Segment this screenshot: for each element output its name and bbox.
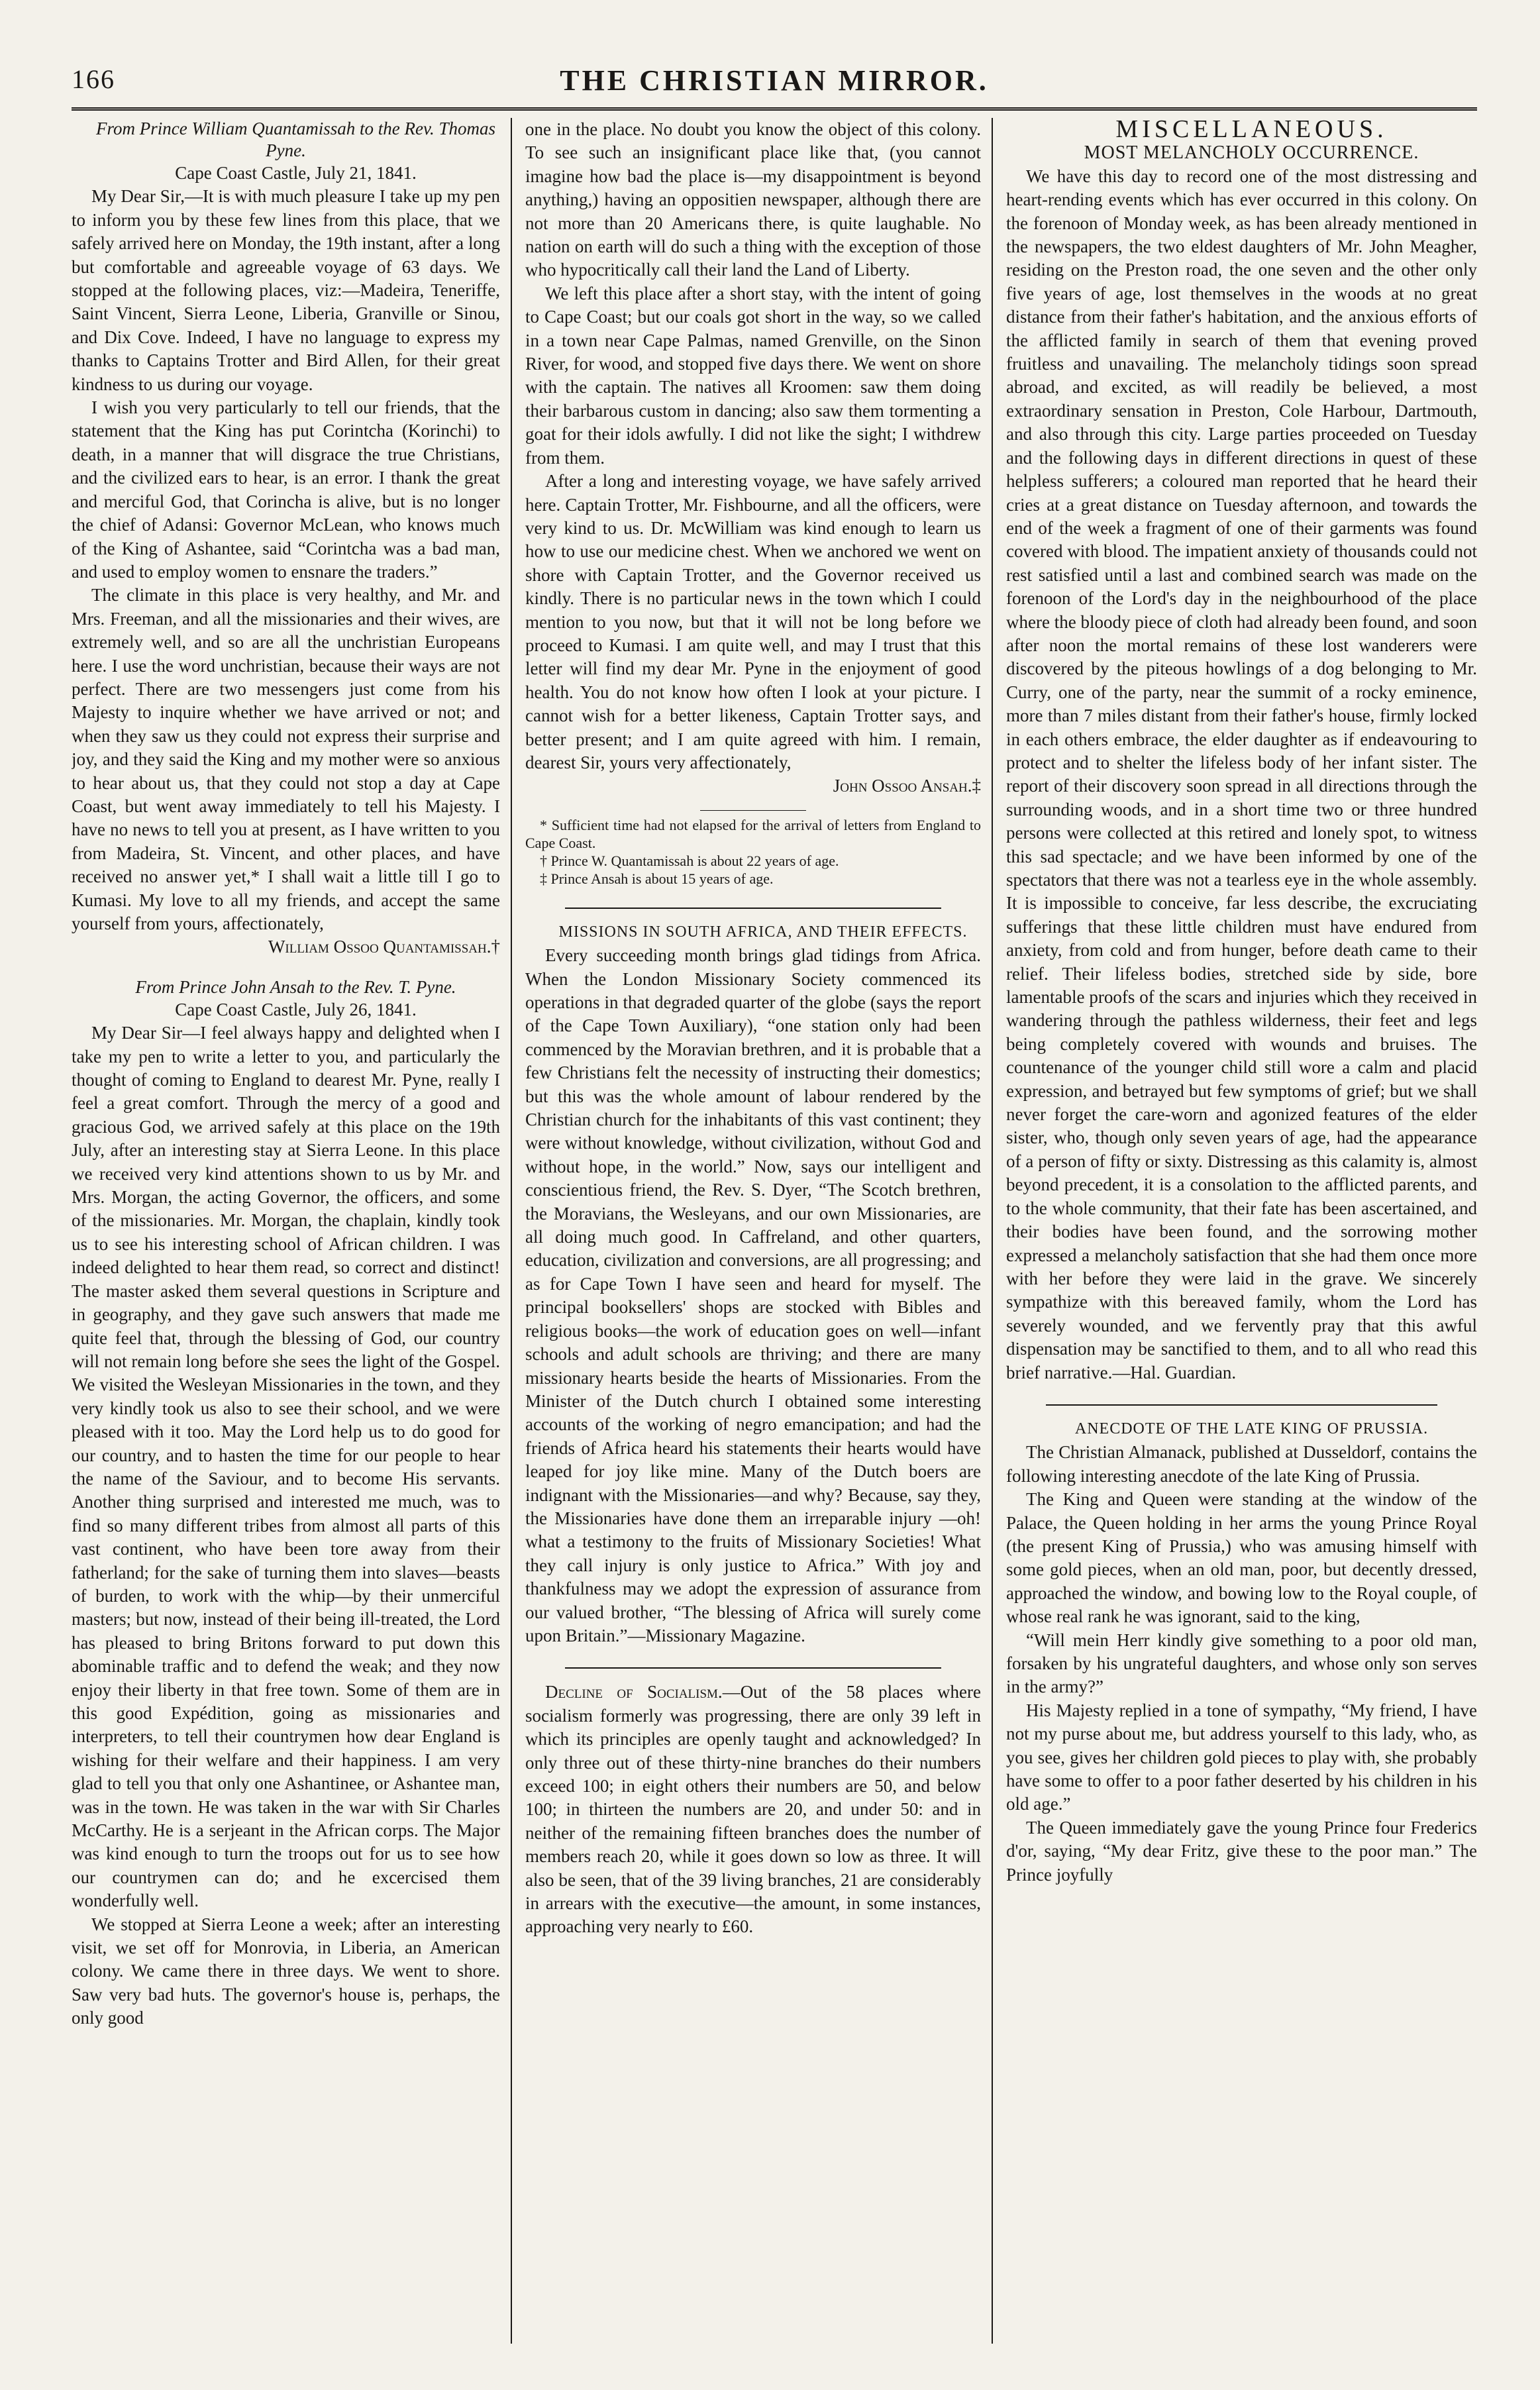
footnote: † Prince W. Quantamissah is about 22 years of age. [540,852,839,869]
spacer [72,959,500,976]
missions-paragraph: Every succeeding month brings glad tidings from Africa. When the London Missionary Society commenced its operations in that degraded quarter of the globe (says the report of the Cape Town Auxiliary), “one station only had been commenced by the Moravian brethren, and it is probable that a few Christians felt the necessity of instructing their domestics; but this was the whole amount of labour rendered by the Christian church for the inhabitants of this vast continent; they were without knowledge, without civilization, without God and without hope, in the world.” Now, says our intelligent and conscientious friend, the Rev. S. Dyer, “The Scotch brethren, the Moravians, the Wesleyans, and our own Missionaries, are all doing much good. In Caffreland, and other quarters, education, civilization and conversions, are all progressing; and as for Cape Town I have seen and heard for myself. The principal booksellers' shops are stocked with Bibles and religious books—the work of education goes on well—infant schools and adult schools are thriving; and there are many missionary hearts beside the hearts of Missionaries. From the Minister of the Dutch church I obtained some interesting accounts of the working of negro emancipation; and had the friends of Africa heard his statements their hearts would have leaped for joy like mine. Many of the Dutch boers are indignant with the Missionaries—and why? Because, say they, the Missionaries have done them an irreparable injury —oh! what a testimony to the fruits of Missionary Societies! What they call injury is only justice to Africa.” With joy and thankfulness may we adopt the expression of assurance from our valued brother, “The blessing of Africa will surely come upon Britain.”—Missionary Magazine. [525,945,981,1645]
article-separator [565,1667,941,1669]
footnotes [525,810,981,888]
footnote-rule [700,810,806,811]
socialism-lead: Decline of Socialism. [545,1682,723,1702]
column-left [72,118,512,2344]
story2-paragraph: The Queen immediately gave the young Prince four Frederics d'or, saying, “My dear Fritz, give these to the poor man.” The Prince joyfully [1006,1817,1477,1885]
letter1-paragraph: I wish you very particularly to tell our friends, that the statement that the King has put Corintcha (Korinchi) to death, in a manner that will disgrace the true Christians, and the civilized ears to hear, is an error. I thank the great and merciful God, that Corincha is alive, but is no longer the chief of Adansi: Governor McLean, who knows much of the King of Ashantee, said “Corintcha was a bad man, and used to employ women to ensnare the traders.” [72,397,500,582]
letter1-paragraph: My Dear Sir,—It is with much pleasure I take up my pen to inform you by these few lines from this place, that we safely arrived here on Monday, the 19th instant, after a long but comfortable and agreeable voyage of 63 days. We stopped at the following places, viz:—Madeira, Teneriffe, Saint Vincent, Sierra Leone, Liberia, Granville or Sinou, and Dix Cove. Indeed, I have no language to express my thanks to Captains Trotter and Bird Allen, for their great kindness to us during our voyage. [72,186,500,394]
masthead [72,64,1477,103]
section-title: MISCELLANEOUS. [1115,118,1388,143]
letter2-heading: From Prince John Ansah to the Rev. T. Pyne. [135,976,456,997]
story2-title: ANECDOTE OF THE LATE KING OF PRUSSIA. [1074,1420,1429,1437]
letter2-continuation: one in the place. No doubt you know the object of this colony. To see such an insignificant place like that, (you cannot imagine how bad the place is—my disappointment is beyond anything,) having an oppositien newspaper, although there are not more than 20 Americans there, is quite laughable. No nation on earth will do such a thing with the exception of those who hypocritically call their land the Land of Liberty. [525,119,981,280]
masthead-rule [72,107,1477,111]
letter1-dateline: Cape Coast Castle, July 21, 1841. [175,163,417,183]
columns [72,118,1477,2344]
story2-paragraph: The King and Queen were standing at the window of the Palace, the Queen holding in her arms the young Prince Royal (the present King of Prussia,) who was amusing himself with some gold pieces, when an old man, poor, but decently dressed, approached the window, and bowing low to the Royal couple, of whose real rank he was ignorant, said to the king, [1006,1489,1477,1627]
letter2-signature: John Ossoo Ansah.‡ [833,776,981,796]
story2-paragraph: “Will mein Herr kindly give something to a poor old man, forsaken by his ungrateful daughters, and whose only son serves in the army?” [1006,1630,1477,1697]
letter1-paragraph: The climate in this place is very healthy, and Mr. and Mrs. Freeman, and all the missionaries and their wives, are extremely well, and so are all the unchristian Europeans here. I use the word unchristian, because their ways are not perfect. There are two messengers just come from his Majesty to inquire whether we have arrived or not; and when they saw us they could not express their surprise and joy, and they said the King and my mother were so anxious to hear about us, that they could not stop a day at Cape Coast, but went away immediately to tell his Majesty. I have no news to tell you at present, as I have written to you from Madeira, St. Vincent, and other places, and have received no answer yet,* I shall wait a little till I go to Kumasi. My love to all my friends, and accept the same yourself from yours, affectionately, [72,585,500,933]
letter2-dateline: Cape Coast Castle, July 26, 1841. [175,999,417,1019]
page-number: 166 [72,64,115,94]
letter2-continuation: After a long and interesting voyage, we have safely arrived here. Captain Trotter, Mr. Fishbourne, and all the officers, were very kind to us. Dr. McWilliam was kind enough to learn us how to use our medicine chest. When we anchored we went on shore with Captain Trotter, and the Governor received us kindly. There is no particular news in the town which I could mention to you now, but that it will not be long before we proceed to Kumasi. I am quite well, and may I trust that this letter will find my dear Mr. Pyne in the enjoyment of good health. You do not know how often I look at your picture. I cannot wish for a better likeness, Captain Trotter says, and better present; and I am quite agreed with him. I remain, dearest Sir, yours very affectionately, [525,471,981,772]
column-right [993,118,1477,2344]
letter2-paragraph: We stopped at Sierra Leone a week; after an interesting visit, we set off for Monrovia, in Liberia, an American colony. We came there in three days. We went to shore. Saw very bad huts. The governor's house is, perhaps, the only good [72,1914,500,2028]
story1-title: MOST MELANCHOLY OCCURRENCE. [1084,142,1419,164]
missions-title: MISSIONS IN SOUTH AFRICA, AND THEIR EFFECTS. [558,923,968,941]
journal-title: THE CHRISTIAN MIRROR. [560,64,989,97]
letter2-paragraph: My Dear Sir—I feel always happy and delighted when I take my pen to write a letter to you, and particularly the thought of coming to England to dearest Mr. Pyne, really I feel a great comfort. Through the mercy of a good and gracious God, we arrived safely at this place on the 19th July, after an interesting stay at Sierra Leone. In this place we received very kind attentions shown to us by Mr. and Mrs. Morgan, the acting Governor, the officers, and some of the missionaries. Mr. Morgan, the chaplain, kindly took us to see his interesting school of African children. I was indeed delighted to hear them read, so correct and distinct! The master asked them several questions in Scripture and in geography, and they gave such answers that made me quite feel that, through the blessing of God, our country will not remain long before she sees the light of the Gospel. We visited the Wesleyan Missionaries in the town, and they very kindly took us also to see their school, and we were pleased with it too. May the Lord help us to do good for our country, and to hasten the time for our people to hear the name of the Saviour, and to become His servants. Another thing surprised and interested me much, was to find so many different tribes from almost all parts of this vast continent, who have been tore away from their fatherland; for the sake of turning them into slaves—beasts of burden, to work with the whip—by their unmerciful masters; but now, instead of their being ill-treated, the Lord has pleased to bring Britons forward to put down this abominable traffic and to defend the weak; and they now enjoy their liberty in that free town. Some of them are in this good Expédition, going as missionaries and interpreters, to tell their countrymen how dear England is wishing for their welfare and their happiness. I am very glad to tell you that only one Ashantinee, or Ashantee man, was in the town. He was taken in the war with Sir Charles McCarthy. He is a serjeant in the African corps. The Major was kind enough to turn the troops out for us to see how our countrymen can do; and he excercised them wonderfully well. [72,1023,500,1911]
article-separator [1046,1404,1437,1406]
letter1-signature: William Ossoo Quantamissah.† [268,937,500,957]
socialism-paragraph [525,1681,981,1938]
footnote: ‡ Prince Ansah is about 15 years of age. [540,870,774,887]
story2-paragraph: His Majesty replied in a tone of sympathy, “My friend, I have not my purse about me, but address yourself to this lady, who, as you see, gives her children gold pieces to play with, she probably have some to offer to a poor father deserted by his children in his old age.” [1006,1700,1477,1814]
letter2-continuation: We left this place after a short stay, with the intent of going to Cape Coast; but our coals got short in the way, so we called in a town near Cape Palmas, named Grenville, on the Sinon River, for wood, and stopped five days there. We went on shore with the captain. The natives all Kroomen: saw them doing their barbarous custom in dancing; also saw them tormenting a goat for their idols awfully. I did not like the sight; I withdrew from them. [525,283,981,468]
column-middle [512,118,993,2344]
article-separator [565,908,941,909]
story2-paragraph: The Christian Almanack, published at Dusseldorf, contains the following interesting anecdote of the late King of Prussia. [1006,1442,1477,1486]
story1-paragraph: We have this day to record one of the most distressing and heart-rending events which has ever occurred in this colony. On the forenoon of Monday week, as has been already mentioned in the newspapers, the two eldest daughters of Mr. John Meagher, residing on the Preston road, the one seven and the other only five years of age, lost themselves in the woods at no great distance from their father's habitation, and the anxious efforts of the afflicted family in search of them that evening proved fruitless and unavailing. The melancholy tidings soon spread abroad, and excited, as will readily be believed, a most extraordinary sensation in Preston, Cole Harbour, Dartmouth, and also through this city. Large parties proceeded on Tuesday and the following days in different directions in quest of these helpless sufferers; a coloured man reported that he heard their cries at a great distance on Tuesday afternoon, and towards the end of the week a fragment of one of their garments was found covered with blood. The impatient anxiety of thousands could not rest satisfied until a last and combined search was made on the forenoon of the Lord's day in the neighbourhood of the place where the bloody piece of cloth had already been found, and soon after noon the mortal remains of these lost wanderers were discovered by the piteous howlings of a dog belonging to Mr. Curry, one of the party, near the summit of a rocky eminence, more than 7 miles distant from their father's house, firmly locked in each others embrace, the elder daughter as if endeavouring to protect and to shelter the lifeless body of her infant sister. The report of their discovery soon spread in all directions through the surrounding woods, and in a short time two or three hundred persons were collected at this retired and lonely spot, to witness this sad spectacle; and we have been informed by one of the spectators that there was not a tearless eye in the whole assembly. It is impossible to conceive, far less describe, the excruciating sufferings that these little children must have endured from anxiety, from cold and from hunger, before death came to their relief. Their lifeless bodies, stretched side by side, bore lamentable proofs of the scars and injuries which they received in wandering through the pathless wilderness, their feet and legs being completely covered with wounds and bruises. The countenance of the younger child still wore a calm and placid expression, and betrayed but few symptoms of grief; but we shall never forget the care-worn and agonized features of the elder sister, who, though only seven years of age, had the appearance of a person of fifty or sixty. Distressing as this calamity is, almost beyond precedent, it is a consolation to the afflicted parents, and to the whole community, that their fate has been ascertained, and their bodies have been found, and the sorrowing mother expressed a melancholy satisfaction that she had them once more with her before they were laid in the grave. We sincerely sympathize with this bereaved family, whom the Lord has severely wounded, and we fervently pray that this awful dispensation may be sanctified to them, and to all who read this brief narrative.—Hal. Guardian. [1006,166,1477,1382]
footnote: * Sufficient time had not elapsed for the arrival of letters from England to Cape Coast. [525,816,981,851]
socialism-text: —Out of the 58 places where socialism formerly was progressing, there are only 39 left in which its principles are openly taught and acknowledged? In only three out of these thirty-nine branches do their numbers exceed 100; in eight others their numbers are 50, and below 100; in thirteen the numbers are 20, and under 50: and in neither of the remaining fifteen branches does the number of members reach 20, while it goes down so low as three. It will also be seen, that of the 39 living branches, 21 are considerably in arrears with the executive—the amount, in some instances, approaching very nearly to £60. [525,1682,981,1937]
letter1-heading: From Prince William Quantamissah to the Rev. Thomas Pyne. [96,119,495,160]
